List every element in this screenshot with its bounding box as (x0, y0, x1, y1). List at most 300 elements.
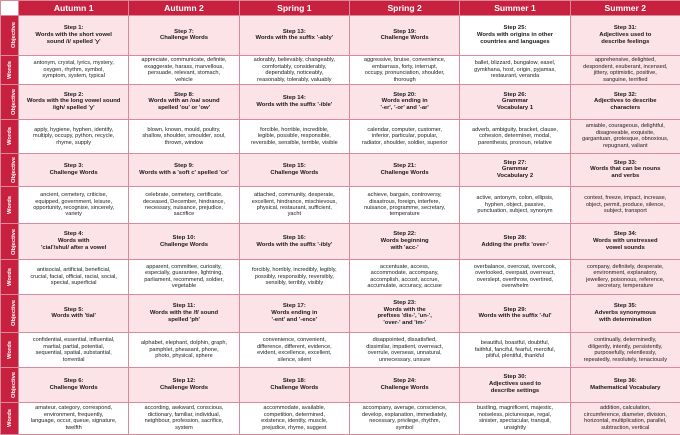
objective-cell-line: Step 27: (503, 159, 527, 166)
objective-cell-line: 'cial'/shul/ after a vowel (40, 245, 107, 252)
words-cell-line: silence, silent (277, 356, 312, 363)
objective-cell (460, 224, 570, 260)
words-cell-line: parenthesis, pronoun, relative (478, 139, 552, 146)
words-cell-line: subtraction, vertical (601, 424, 650, 431)
words-cell-line: oxygen, rhythm, symbol, (43, 66, 104, 73)
words-cell (19, 260, 129, 295)
words-cell-line: possibly, responsibly, reversibly, (254, 273, 334, 280)
words-cell (19, 186, 129, 224)
objective-cell-line: Words with the short vowel (35, 32, 112, 39)
words-cell (349, 55, 459, 84)
term-header: Summer 2 (570, 1, 680, 16)
objective-cell-line: Step 36: (613, 377, 637, 384)
words-cell-line: difference, different, evidence, (256, 343, 332, 350)
objective-cell-line: Grammar (501, 166, 529, 173)
words-cell-line: dependably, noticeably, (265, 70, 324, 77)
objective-cell-line: Step 24: (393, 377, 417, 384)
objective-cell-line: Step 28: (503, 234, 527, 241)
words-row (1, 119, 680, 154)
words-cell (349, 119, 459, 154)
row-type-text: Words (6, 196, 13, 214)
objective-cell-line: Words with the suffix '-ible' (256, 101, 333, 108)
words-row (1, 333, 680, 368)
objective-cell (570, 294, 680, 333)
words-cell-line: overbalance, overcoat, overcook, (473, 263, 557, 270)
words-row (1, 186, 680, 224)
words-cell-line: crucial, facial, official, racial, social, (30, 273, 117, 280)
objective-cell-line: Words with the long vowel sound (26, 98, 121, 105)
objective-cell-line: Step 7: (174, 28, 194, 35)
objective-cell-line: characters (610, 105, 641, 112)
words-row (1, 402, 680, 434)
words-cell-line: reasonably, tolerably, valuably (257, 76, 332, 83)
words-cell-line: apply, hygiene, hyphen, identify, (34, 126, 114, 133)
words-cell-line: continually, determinedly, (594, 337, 657, 344)
words-cell-line: equipped, government, leisure, (35, 198, 113, 205)
objective-cell (239, 85, 349, 120)
objective-cell-line: Words beginning (380, 238, 429, 245)
objective-cell (460, 85, 570, 120)
objective-cell-line: spelled 'ph' (168, 316, 200, 323)
words-cell (129, 55, 239, 84)
words-cell-line: vegetable (171, 283, 197, 290)
objective-cell-line: Words with an /oa/ sound (148, 98, 220, 105)
words-cell-line: sinister, spectacular, tranquil, (479, 418, 551, 425)
objective-cell-line: Step 14: (282, 95, 306, 102)
objective-cell (129, 224, 239, 260)
words-cell-line: despondent, exuberant, incensed, (583, 63, 668, 70)
words-cell (460, 260, 570, 295)
words-cell-line: comfortably, considerably, (262, 63, 327, 70)
row-type-text: Objective (11, 371, 18, 398)
objective-cell-line: Step 32: (613, 91, 637, 98)
words-cell-line: according, awkward, conscious, (144, 405, 224, 412)
words-cell (19, 333, 129, 368)
objective-cell-line: Words ending in (271, 310, 318, 317)
words-cell (349, 186, 459, 224)
words-cell-line: exaggerate, harass, marvellous, (144, 63, 224, 70)
words-cell-line: hyphen, object, passive, (484, 201, 545, 208)
objective-cell (19, 16, 129, 56)
words-cell-line: antonym, crystal, lyrics, mystery, (33, 60, 114, 67)
words-cell-line: temperature (389, 211, 420, 218)
words-cell-line: parliament, recommend, soldier, (144, 276, 224, 283)
words-cell (239, 402, 349, 434)
objective-cell (570, 154, 680, 186)
words-cell-line: existence, identity, muscle, (261, 418, 328, 425)
objective-cell-line: Step 35: (613, 303, 637, 310)
words-cell-line: physical, restaurant, sufficient, (256, 204, 332, 211)
row-type-label (1, 367, 19, 402)
words-cell-line: jewellery, poisonous, reference, (586, 276, 665, 283)
words-cell-line: amiable, courageous, delightful, (585, 123, 665, 130)
objective-cell-line: Words with the suffix '-ful' (478, 313, 552, 320)
objective-cell-line: Step 23: (393, 299, 417, 306)
words-cell (239, 119, 349, 154)
objective-cell (239, 367, 349, 402)
words-cell-line: accommodate, accompany, (370, 270, 439, 277)
words-cell-line: horizontal, multiplication, parallel, (584, 418, 667, 425)
words-cell-line: pitiful, plentiful, thankful (485, 353, 545, 360)
words-cell (460, 55, 570, 84)
objective-cell (19, 154, 129, 186)
objective-row (1, 367, 680, 402)
objective-cell (349, 294, 459, 333)
row-type-text: Objective (11, 300, 18, 327)
objective-cell (570, 85, 680, 120)
objective-cell-line: Words with unstressed (592, 238, 658, 245)
words-cell-line: inferior, particular, popular, (371, 133, 438, 140)
objective-cell-line: Step 29: (503, 306, 527, 313)
term-header: Autumn 2 (129, 1, 239, 16)
words-cell-line: achieve, bargain, controversy, (367, 192, 442, 199)
objective-cell-line: with determination (599, 316, 652, 323)
objective-cell (19, 85, 129, 120)
grid-body (1, 16, 680, 435)
objective-cell-line: Challenge Words (380, 35, 429, 42)
words-cell-line: language, occur, queue, signature, (30, 418, 117, 425)
objective-cell (129, 294, 239, 333)
objective-cell (239, 154, 349, 186)
objective-cell-line: Step 25: (503, 25, 527, 32)
objective-cell (239, 224, 349, 260)
objective-cell-line: Words that can be nouns (590, 166, 661, 173)
words-cell-line: unsightly (503, 424, 527, 431)
words-cell-line: rhyme, supply (56, 139, 92, 146)
objective-cell-line: Step 5: (63, 306, 84, 313)
words-cell-line: torrential (62, 356, 85, 363)
words-cell (129, 333, 239, 368)
words-cell-line: accommodate, available, (263, 405, 326, 412)
words-cell-line: active, antonym, colon, ellipsis, (476, 195, 554, 202)
objective-cell-line: Vocabulary 2 (496, 173, 534, 180)
words-cell-line: ballet, blizzard, bungalow, easel, (474, 60, 556, 67)
objective-cell-line: Challenge Words (159, 35, 208, 42)
objective-cell-line: Step 34: (613, 231, 637, 238)
objective-cell-line: Words with the suffix '-ably' (255, 35, 334, 42)
objective-cell-line: Grammar (501, 98, 529, 105)
objective-cell-line: Words with origins in other (476, 32, 554, 39)
words-cell-line: adorably, believably, changeably, (253, 57, 336, 64)
words-cell (460, 402, 570, 434)
objective-row (1, 294, 680, 333)
objective-cell-line: Words with the suffix '-ibly' (256, 241, 333, 248)
words-cell-line: legible, possible, responsible, (257, 133, 331, 140)
words-row (1, 260, 680, 295)
row-type-text: Objective (11, 88, 18, 115)
words-cell-line: gymkhana, host, origin, pyjamas, (474, 66, 556, 73)
words-cell (239, 333, 349, 368)
words-cell-line: appreciate, communicate, definite, (141, 57, 227, 64)
objective-cell-line: Step 10: (172, 234, 196, 241)
words-cell-line: variety (65, 211, 82, 218)
words-cell-line: multiply, occupy, python, recycle, (33, 133, 115, 140)
words-cell-line: environment, explanatory, (593, 270, 658, 277)
words-cell-line: thorough (393, 76, 416, 83)
row-type-text: Objective (11, 228, 18, 255)
objective-cell (349, 224, 459, 260)
objective-row (1, 154, 680, 186)
objective-cell-line: Step 3: (63, 163, 84, 170)
objective-cell-line: Step 13: (282, 28, 306, 35)
term-header: Spring 1 (239, 1, 349, 16)
objective-cell-line: prefixes 'dis-', 'un-', (377, 313, 432, 320)
words-cell-line: overslept, overthrow, overtired, (476, 276, 554, 283)
words-cell-line: competition, determined, (263, 411, 325, 418)
words-cell-line: evident, excellence, excellent, (257, 350, 332, 357)
objective-cell (349, 154, 459, 186)
words-cell-line: opportunity, recognise, sincerely, (33, 204, 115, 211)
objective-cell-line: '-ent' and '-ence' (271, 316, 318, 323)
words-cell-line: object, permit, produce, silence, (585, 201, 665, 208)
words-cell (349, 260, 459, 295)
row-type-label (1, 154, 19, 186)
objective-cell (129, 154, 239, 186)
words-cell-line: disappointed, dissatisfied, (372, 337, 437, 344)
objective-cell (19, 294, 129, 333)
objective-cell (129, 16, 239, 56)
words-cell-line: sensibly, terribly, visibly (265, 280, 324, 287)
words-cell (129, 186, 239, 224)
words-cell-line: system (175, 424, 193, 431)
objective-cell-line: /igh/ spelled 'y' (52, 105, 95, 112)
words-cell-line: prejudice, rhyme, suggest (262, 424, 327, 431)
words-cell-line: cohesion, determiner, modal, (479, 133, 551, 140)
objective-cell-line: '-er', '-or' and '-ar' (380, 105, 429, 112)
words-cell-line: company, definitely, desperate, (587, 263, 664, 270)
objective-cell-line: and verbs (611, 173, 640, 180)
objective-cell-line: Step 18: (282, 377, 306, 384)
objective-cell-line: Challenge Words (380, 384, 429, 391)
objective-cell (239, 16, 349, 56)
words-cell-line: forcible, horrible, incredible, (260, 126, 329, 133)
objective-cell-line: vowel sounds (605, 245, 645, 252)
objective-cell-line: Challenge Words (159, 384, 208, 391)
words-cell (239, 186, 349, 224)
words-cell (239, 260, 349, 295)
words-cell-line: thrown, window (164, 139, 204, 146)
words-cell (129, 119, 239, 154)
words-cell-line: diligently, intently, persistently, (588, 343, 663, 350)
row-type-label (1, 260, 19, 295)
words-cell-line: disastrous, foreign, interfere, (369, 198, 441, 205)
words-cell-line: yacht (287, 211, 301, 218)
words-cell-line: neighbour, profession, sacrifice, (144, 418, 224, 425)
words-cell-line: persuade, relevant, stomach, (147, 70, 221, 77)
words-cell-line: overrule, overseas, unnatural, (367, 350, 442, 357)
objective-cell (349, 85, 459, 120)
words-cell-line: martial, partial, potential, (43, 343, 105, 350)
objective-cell (129, 367, 239, 402)
objective-cell-line: Step 26: (503, 91, 527, 98)
words-cell (349, 333, 459, 368)
words-cell (349, 402, 459, 434)
objective-cell (460, 16, 570, 56)
words-cell-line: bustling, magnificent, majestic, (476, 405, 554, 412)
words-cell-line: jittery, optimistic, positive, (593, 70, 657, 77)
objective-cell-line: Step 12: (172, 377, 196, 384)
words-cell-line: overwhelm (501, 283, 529, 290)
words-cell-line: special, superficial (50, 280, 97, 287)
words-cell-line: occupy, pronunciation, shoulder, (364, 70, 445, 77)
words-cell (460, 186, 570, 224)
objective-cell-line: Step 9: (174, 163, 194, 170)
words-cell-line: sacrifice (173, 211, 195, 218)
words-cell-line: aggressive, bruise, convenience, (363, 57, 446, 64)
objective-cell-line: Adjectives to describe (594, 98, 657, 105)
term-header-row (1, 1, 680, 16)
objective-cell (129, 85, 239, 120)
objective-cell-line: Step 30: (503, 374, 527, 381)
words-cell-line: deceased, December, hindrance, (142, 198, 226, 205)
words-cell-line: especially, guarantee, lightning, (145, 270, 223, 277)
objective-cell-line: Adverbs synonymous (594, 310, 657, 317)
objective-cell-line: Step 1: (63, 25, 84, 32)
objective-cell (349, 16, 459, 56)
term-header: Summer 1 (460, 1, 570, 16)
words-cell-line: accompany, average, conscience, (362, 405, 447, 412)
words-cell-line: antisocial, artificial, beneficial, (36, 267, 111, 274)
words-cell (239, 55, 349, 84)
objective-cell-line: sound /i/ spelled 'y' (46, 38, 101, 45)
words-cell-line: gargantuan, grotesque, obnoxious, (582, 136, 669, 143)
objective-cell-line: Challenge Words (380, 169, 429, 176)
row-type-label (1, 85, 19, 120)
objective-row (1, 16, 680, 56)
words-cell-line: symptom, system, typical (42, 73, 105, 80)
objective-cell-line: Challenge Words (49, 169, 98, 176)
words-cell-line: symbol (395, 424, 414, 431)
words-cell-line: dissimilar, impatient, overreact, (366, 343, 444, 350)
words-cell-line: attached, community, desperate, (253, 192, 335, 199)
words-cell-line: develop, explanation, immediately, (361, 411, 448, 418)
words-cell-line: accentuate, access, (379, 263, 430, 270)
words-cell-line: alphabet, elephant, dolphin, graph, (140, 340, 228, 347)
objective-cell (460, 367, 570, 402)
words-cell-line: twelfth (65, 424, 82, 431)
words-cell-line: photo, physical, sphere (155, 353, 213, 360)
words-cell (129, 402, 239, 434)
row-type-text: Words (6, 409, 13, 428)
objective-cell-line: Step 8: (174, 91, 194, 98)
objective-cell-line: spelled 'ou' or 'ow' (157, 105, 211, 112)
row-type-text: Objective (11, 156, 18, 183)
words-cell-line: beautiful, boastful, doubtful, (480, 340, 550, 347)
words-cell (570, 402, 680, 434)
words-cell-line: vehicle (175, 76, 193, 83)
words-cell-line: faithful, fanciful, fearful, merciful, (474, 346, 556, 353)
row-type-label (1, 333, 19, 368)
words-cell-line: blown, known, mould, poultry, (147, 126, 221, 133)
words-cell-line: sequential, spatial, substantial, (35, 350, 112, 357)
words-cell-line: nuisance, programme, secretary, (363, 204, 446, 211)
objective-cell (19, 367, 129, 402)
row-type-label (1, 16, 19, 56)
term-header: Autumn 1 (19, 1, 129, 16)
words-cell-line: celebrate, cemetery, certificate, (145, 192, 223, 199)
objective-cell-line: Step 6: (63, 377, 84, 384)
corner-cell (1, 1, 19, 16)
words-cell (570, 260, 680, 295)
words-cell-line: noiseless, picturesque, regal, (478, 411, 552, 418)
objective-cell-line: Step 16: (282, 234, 306, 241)
words-cell-line: adverb, ambiguity, bracket, clause, (471, 126, 558, 133)
words-cell-line: repugnant, valiant (603, 142, 648, 149)
objective-cell (570, 224, 680, 260)
words-cell-line: environment, frequently, (43, 411, 104, 418)
objective-cell-line: Mathematical Vocabulary (590, 384, 661, 391)
words-cell-line: forcibly, horribly, incredibly, legibly, (251, 267, 337, 274)
objective-cell-line: Step 2: (63, 91, 84, 98)
row-type-label (1, 186, 19, 224)
objective-cell-line: Step 19: (393, 28, 417, 35)
term-header: Spring 2 (349, 1, 459, 16)
words-cell-line: confidential, essential, influential, (32, 337, 115, 344)
objective-cell-line: Step 11: (172, 303, 196, 310)
words-cell-line: embarrass, forty, interrupt, (372, 63, 438, 70)
objective-cell (460, 294, 570, 333)
row-type-text: Objective (11, 22, 18, 49)
objective-cell-line: Words with the (383, 306, 426, 313)
words-cell (129, 260, 239, 295)
row-type-text: Words (6, 61, 13, 79)
words-row (1, 55, 680, 84)
words-cell-line: convenience, convenient, (262, 337, 326, 344)
objective-cell-line: Challenge Words (159, 241, 208, 248)
words-cell-line: pamphlet, pheasant, phone, (149, 346, 219, 353)
row-type-label (1, 294, 19, 333)
objective-cell-line: Words with the /f/ sound (149, 310, 219, 317)
words-cell-line: reversible, sensible, terrible, visible (250, 139, 338, 146)
objective-cell-line: Words with a 'soft c' spelled 'ce' (139, 169, 229, 176)
objective-cell-line: describe settings (490, 388, 540, 395)
words-cell (19, 402, 129, 434)
words-cell-line: accumulate, accuracy, accuse (367, 283, 442, 290)
objective-cell-line: Adjectives used to (488, 381, 541, 388)
words-cell-line: disagreeable, exquisite, (595, 129, 655, 136)
row-type-label (1, 55, 19, 84)
objective-cell-line: Step 21: (393, 163, 417, 170)
objective-row (1, 85, 680, 120)
objective-row (1, 224, 680, 260)
words-cell-line: apprehensive, delighted, (594, 57, 656, 64)
words-cell (570, 333, 680, 368)
objective-cell (570, 16, 680, 56)
words-cell-line: circumference, diameter, division, (583, 411, 667, 418)
words-cell-line: amateur, category, correspond, (35, 405, 113, 412)
objective-cell-line: Step 20: (393, 91, 417, 98)
words-cell-line: overlooked, overpaid, overreact, (475, 270, 555, 277)
objective-cell-line: 'over-' and 'im-' (383, 320, 426, 327)
words-cell-line: necessary, privilege, rhythm, (369, 418, 441, 425)
objective-cell-line: Step 4: (63, 231, 84, 238)
words-cell (19, 119, 129, 154)
words-cell-line: ancient, cemetery, criticise, (40, 192, 108, 199)
words-cell-line: punctuation, subject, synonym (477, 208, 553, 215)
objective-cell-line: Words with (57, 238, 90, 245)
objective-cell (460, 154, 570, 186)
words-cell-line: purposefully, relentlessly, (594, 350, 657, 357)
objective-cell-line: with 'acc-' (390, 245, 419, 252)
objective-cell-line: countries and languages (480, 38, 550, 45)
objective-cell-line: describe feelings (601, 38, 650, 45)
words-cell (460, 119, 570, 154)
words-cell (19, 55, 129, 84)
objective-cell-line: Words with 'tial' (51, 313, 96, 320)
words-cell-line: addition, calculation, (599, 405, 651, 412)
objective-cell-line: Step 31: (613, 25, 637, 32)
objective-cell (239, 294, 349, 333)
